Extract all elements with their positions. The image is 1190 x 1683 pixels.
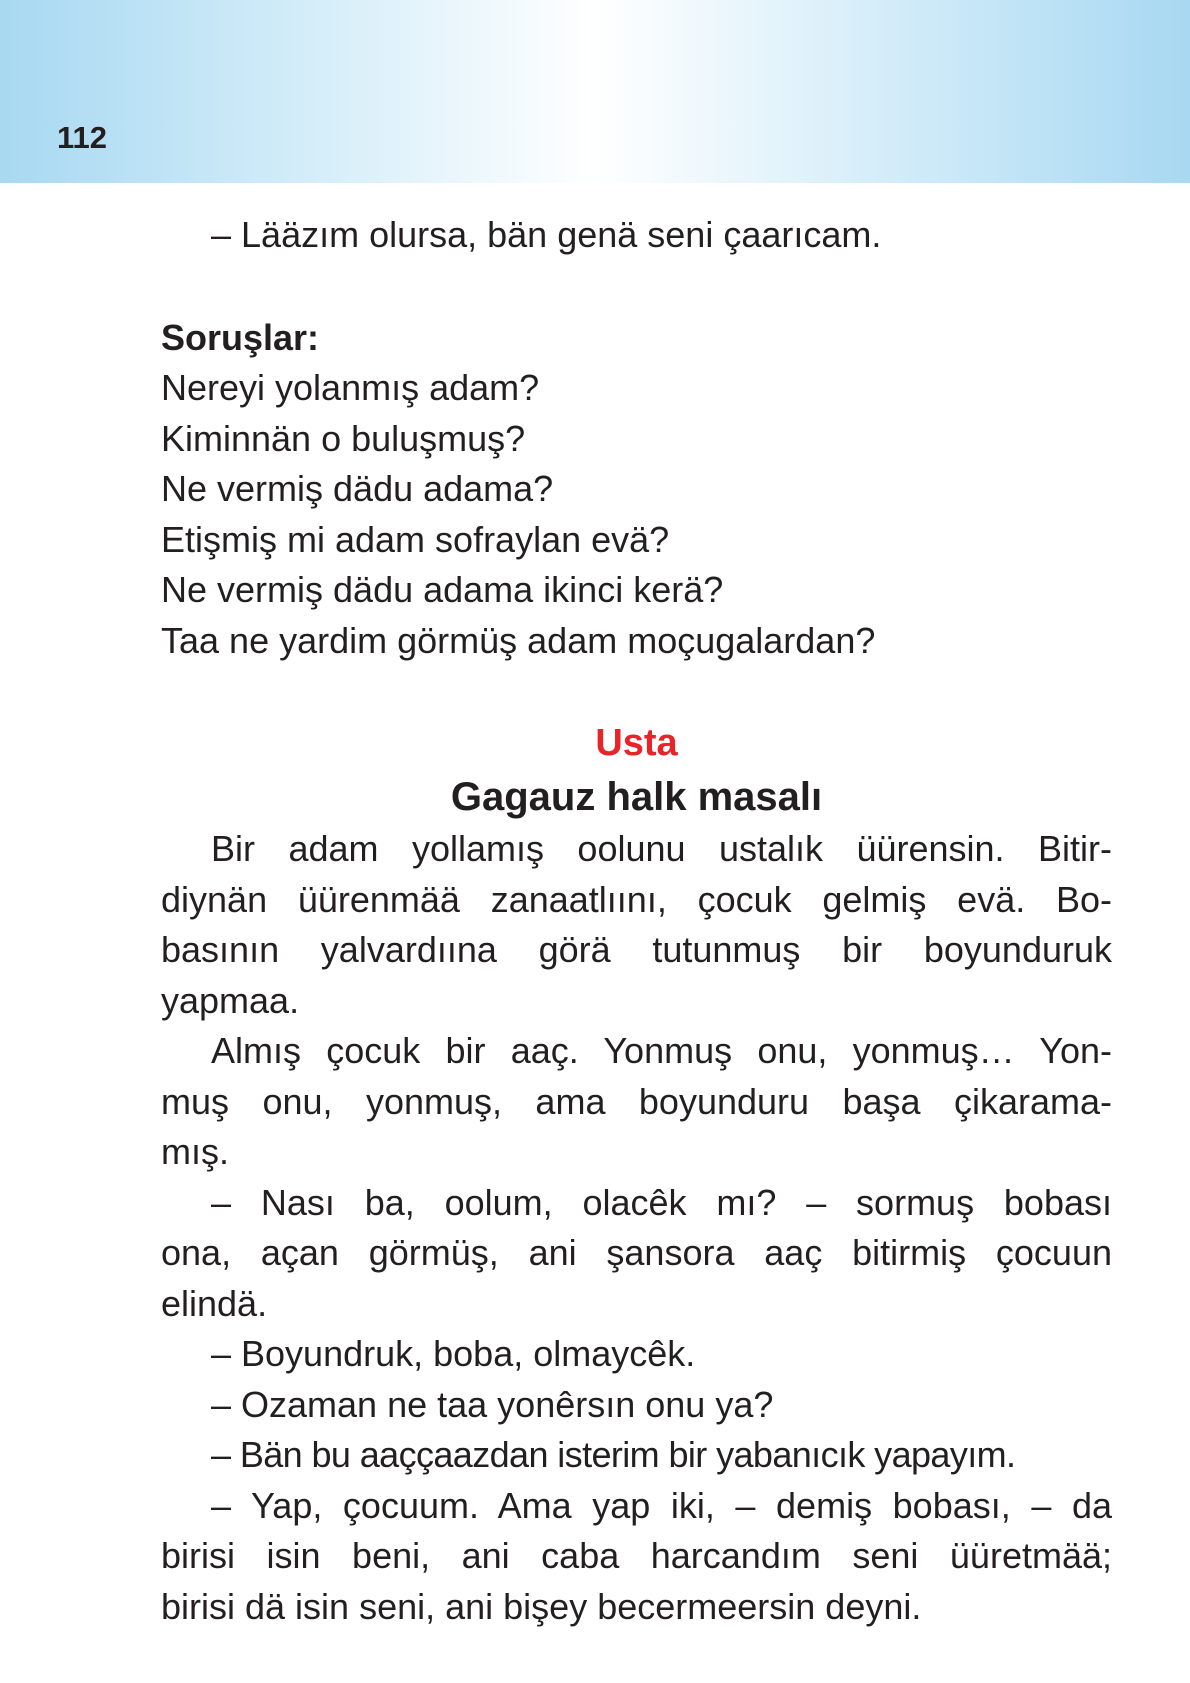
story-line: ona, açan görmüş, ani şansora aaç bitirmiş çocuun (161, 1232, 1112, 1273)
story-line: birisi isin beni, ani caba harcandım seni üüretmää; (161, 1535, 1112, 1576)
story-paragraph (161, 1026, 1112, 1178)
story-paragraph (161, 1430, 1112, 1481)
story-line: muş onu, yonmuş, ama boyunduru başa çikarama- (161, 1080, 1112, 1122)
questions-heading: Soruşlar: (161, 316, 320, 358)
question-item: Ne vermiş dädu adama ikinci kerä? (161, 569, 724, 610)
questions-section (161, 313, 1112, 667)
story-line: – Ozaman ne taa yonêrsın onu ya? (211, 1383, 774, 1425)
story-paragraph (161, 1178, 1112, 1330)
page-content (161, 210, 1112, 1632)
question-item: Nereyi yolanmış adam? (161, 367, 540, 408)
story-paragraph (161, 1329, 1112, 1380)
story-line: Bir adam yollamış oolunu ustalık üürensin. Bitir- (211, 828, 1112, 869)
story-line: elindä. (161, 1282, 268, 1324)
story-paragraph (161, 1481, 1112, 1633)
page-number: 112 (57, 120, 108, 155)
story-line: – Bän bu aaççaazdan isterim bir yabanıcık yapayım. (211, 1434, 1016, 1475)
story-paragraph (161, 824, 1112, 1026)
story-line: – Yap, çocuum. Ama yap iki, – demiş bobası, – da (211, 1484, 1112, 1526)
question-item: Etişmiş mi adam sofraylan evä? (161, 518, 670, 560)
header-band (0, 0, 1190, 183)
story-title: Usta (595, 722, 678, 764)
story-line: – Boyundruk, boba, olmaycêk. (211, 1333, 696, 1374)
story-subtitle: Gagauz halk masalı (450, 775, 823, 819)
story-body (161, 824, 1112, 1632)
story-line: Almış çocuk bir aaç. Yonmuş onu, yonmuş… Yon- (211, 1030, 1112, 1071)
question-item: Kiminnän o buluşmuş? (161, 417, 526, 459)
question-item: Taa ne yardim görmüş adam moçugalardan? (161, 619, 876, 661)
story-line: diynän üürenmää zanaatlıını, çocuk gelmiş evä. Bo- (161, 878, 1112, 920)
story-line: mış. (161, 1131, 229, 1172)
story-line: basının yalvardıına görä tutunmuş bir boyunduruk (161, 929, 1112, 970)
story-line: – Nası ba, oolum, olacêk mı? – sormuş bobası (211, 1181, 1112, 1223)
story-line: birisi dä isin seni, ani bişey becermeersin deyni. (161, 1585, 922, 1627)
question-item: Ne vermiş dädu adama? (161, 468, 554, 509)
story-line: yapmaa. (161, 979, 300, 1021)
story-paragraph (161, 1380, 1112, 1431)
opening-line: – Lääzım olursa, bän genä seni çaarıcam. (211, 214, 882, 255)
